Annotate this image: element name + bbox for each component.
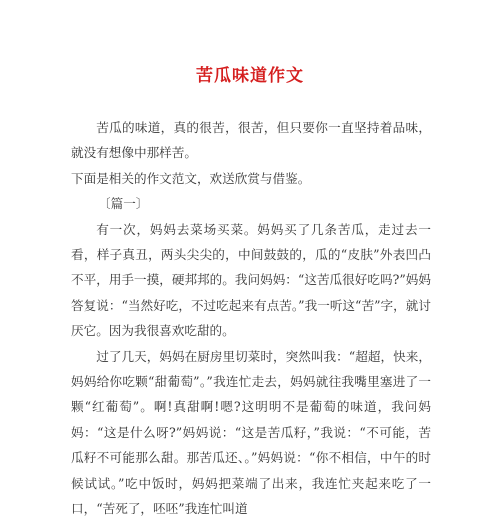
- note-paragraph: 下面是相关的作文范文，欢送欣赏与借鉴。: [71, 170, 311, 186]
- intro-paragraph: 苦瓜的味道，真的很苦，很苦，但只要你一直坚持着品味，就没有想像中那样苦。: [71, 120, 431, 161]
- body-paragraph-1: 有一次，妈妈去菜场买菜。妈妈买了几条苦瓜，走过去一看，样子真丑，两头尖尖的，中间鼓鼓的，瓜的“皮肤”外表凹凸不平，用手一摸，硬邦邦的。我问妈妈：“这苦瓜很好吃吗?”妈妈答复说：“当然好吃，不过吃起来有点苦。”我一听这“苦”字，就讨厌它。因为我很喜欢吃甜的。: [71, 221, 431, 339]
- article-body: [71, 115, 431, 517]
- body-paragraph-2: 过了几天，妈妈在厨房里切菜时，突然叫我：“超超，快来，妈妈给你吃颗“甜葡萄”。”我连忙走去，妈妈就往我嘴里塞进了一颗“红葡萄”。啊!真甜啊!嗯?这明明不是葡萄的味道，我问妈妈：“这是什么呀?”妈妈说：“这是苦瓜籽，”我说：“不可能，苦瓜籽不可能那么甜。那苦瓜还、。”妈妈说：“你不相信，中午的时候试试。”吃中饭时，妈妈把菜端了出来，我连忙夹起来吃了一口，“苦死了，呸呸”我连忙叫道: [71, 348, 431, 517]
- article-title: 苦瓜味道作文: [196, 66, 304, 86]
- section-label: 〔篇一〕: [98, 196, 149, 212]
